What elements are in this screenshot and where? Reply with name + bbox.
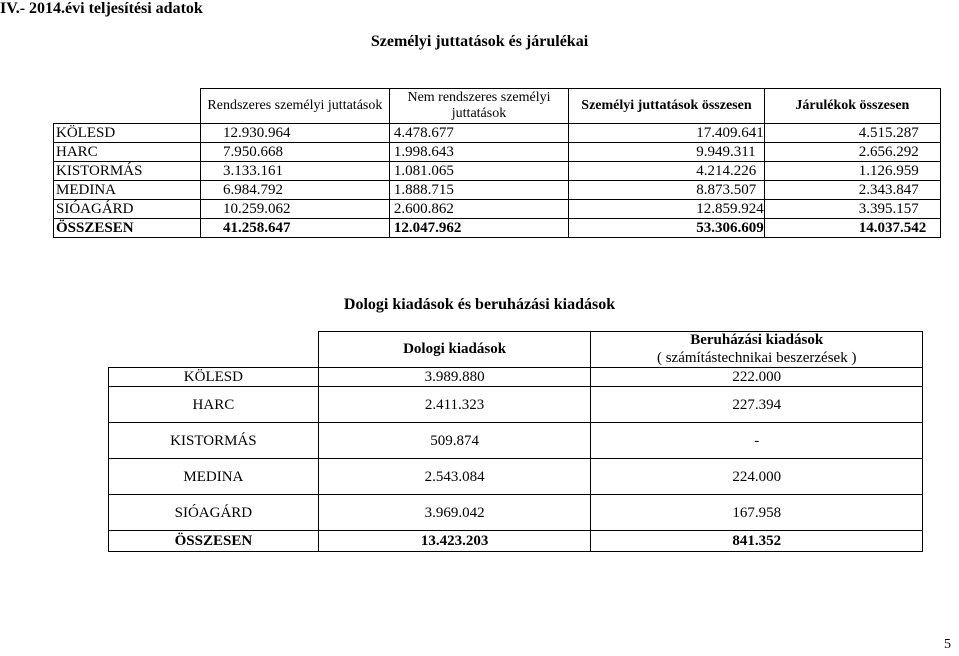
cell: - [591, 423, 923, 459]
cell: 4.478.677 [389, 124, 568, 143]
row-label: HARC [109, 387, 319, 423]
cell: 13.423.203 [318, 531, 591, 552]
header-investment-title: Beruházási kiadások [690, 332, 824, 348]
cell: 8.873.507 [569, 181, 765, 200]
header-investment-subtitle: ( számítástechnikai beszerzések ) [656, 350, 857, 366]
cell: 509.874 [318, 423, 591, 459]
row-label: SIÓAGÁRD [109, 495, 319, 531]
cell: 3.989.880 [318, 368, 591, 387]
table-row [109, 459, 923, 495]
cell: 222.000 [591, 368, 923, 387]
header-blank [54, 89, 201, 124]
header-blank [109, 332, 319, 368]
cell: 1.081.065 [389, 162, 568, 181]
cell: 41.258.647 [200, 219, 389, 238]
table-header-row [54, 89, 941, 124]
cell: 4.214.226 [569, 162, 765, 181]
cell: 224.000 [591, 459, 923, 495]
table-row [54, 124, 941, 143]
cell: 1.888.715 [389, 181, 568, 200]
cell: 12.047.962 [389, 219, 568, 238]
table-row [54, 181, 941, 200]
header-regular-pay: Rendszeres személyi juttatások [200, 89, 389, 124]
table-row [54, 162, 941, 181]
table-row [54, 143, 941, 162]
cell: 6.984.792 [200, 181, 389, 200]
cell: 10.259.062 [200, 200, 389, 219]
table-row [109, 387, 923, 423]
cell: 53.306.609 [569, 219, 765, 238]
row-label: ÖSSZESEN [109, 531, 319, 552]
expenses-table [108, 331, 923, 552]
row-label: KISTORMÁS [109, 423, 319, 459]
cell: 2.411.323 [318, 387, 591, 423]
table-header-row [109, 332, 923, 368]
cell: 227.394 [591, 387, 923, 423]
section2-title: Dologi kiadások és beruházási kiadások [343, 296, 616, 313]
row-label: SIÓAGÁRD [54, 200, 201, 219]
cell: 12.859.924 [569, 200, 765, 219]
row-label: KISTORMÁS [54, 162, 201, 181]
total-row [109, 531, 923, 552]
cell: 2.656.292 [764, 143, 940, 162]
header-investment-expenses [591, 332, 923, 368]
row-label: HARC [54, 143, 201, 162]
cell: 2.343.847 [764, 181, 940, 200]
header-material-expenses: Dologi kiadások [318, 332, 591, 368]
cell: 4.515.287 [764, 124, 940, 143]
row-label: MEDINA [54, 181, 201, 200]
cell: 2.543.084 [318, 459, 591, 495]
cell: 9.949.311 [569, 143, 765, 162]
cell: 14.037.542 [764, 219, 940, 238]
row-label: ÖSSZESEN [54, 219, 201, 238]
personnel-table [53, 88, 941, 238]
section1-title: Személyi juttatások és járulékai [370, 33, 589, 50]
table-row [109, 423, 923, 459]
cell: 12.930.964 [200, 124, 389, 143]
cell: 3.969.042 [318, 495, 591, 531]
cell: 167.958 [591, 495, 923, 531]
cell: 841.352 [591, 531, 923, 552]
cell: 1.998.643 [389, 143, 568, 162]
page-number: 5 [944, 637, 951, 652]
row-label: KÖLESD [109, 368, 319, 387]
cell: 3.133.161 [200, 162, 389, 181]
cell: 17.409.641 [569, 124, 765, 143]
header-contributions: Járulékok összesen [764, 89, 940, 124]
header-irregular-pay: Nem rendszeres személyi juttatások [389, 89, 568, 124]
cell: 3.395.157 [764, 200, 940, 219]
table-row [109, 495, 923, 531]
row-label: MEDINA [109, 459, 319, 495]
table-row [54, 200, 941, 219]
total-row [54, 219, 941, 238]
cell: 1.126.959 [764, 162, 940, 181]
header-total-pay: Személyi juttatások összesen [569, 89, 765, 124]
cell: 2.600.862 [389, 200, 568, 219]
row-label: KÖLESD [54, 124, 201, 143]
page-title: IV.- 2014.évi teljesítési adatok [0, 0, 203, 17]
table-row [109, 368, 923, 387]
cell: 7.950.668 [200, 143, 389, 162]
